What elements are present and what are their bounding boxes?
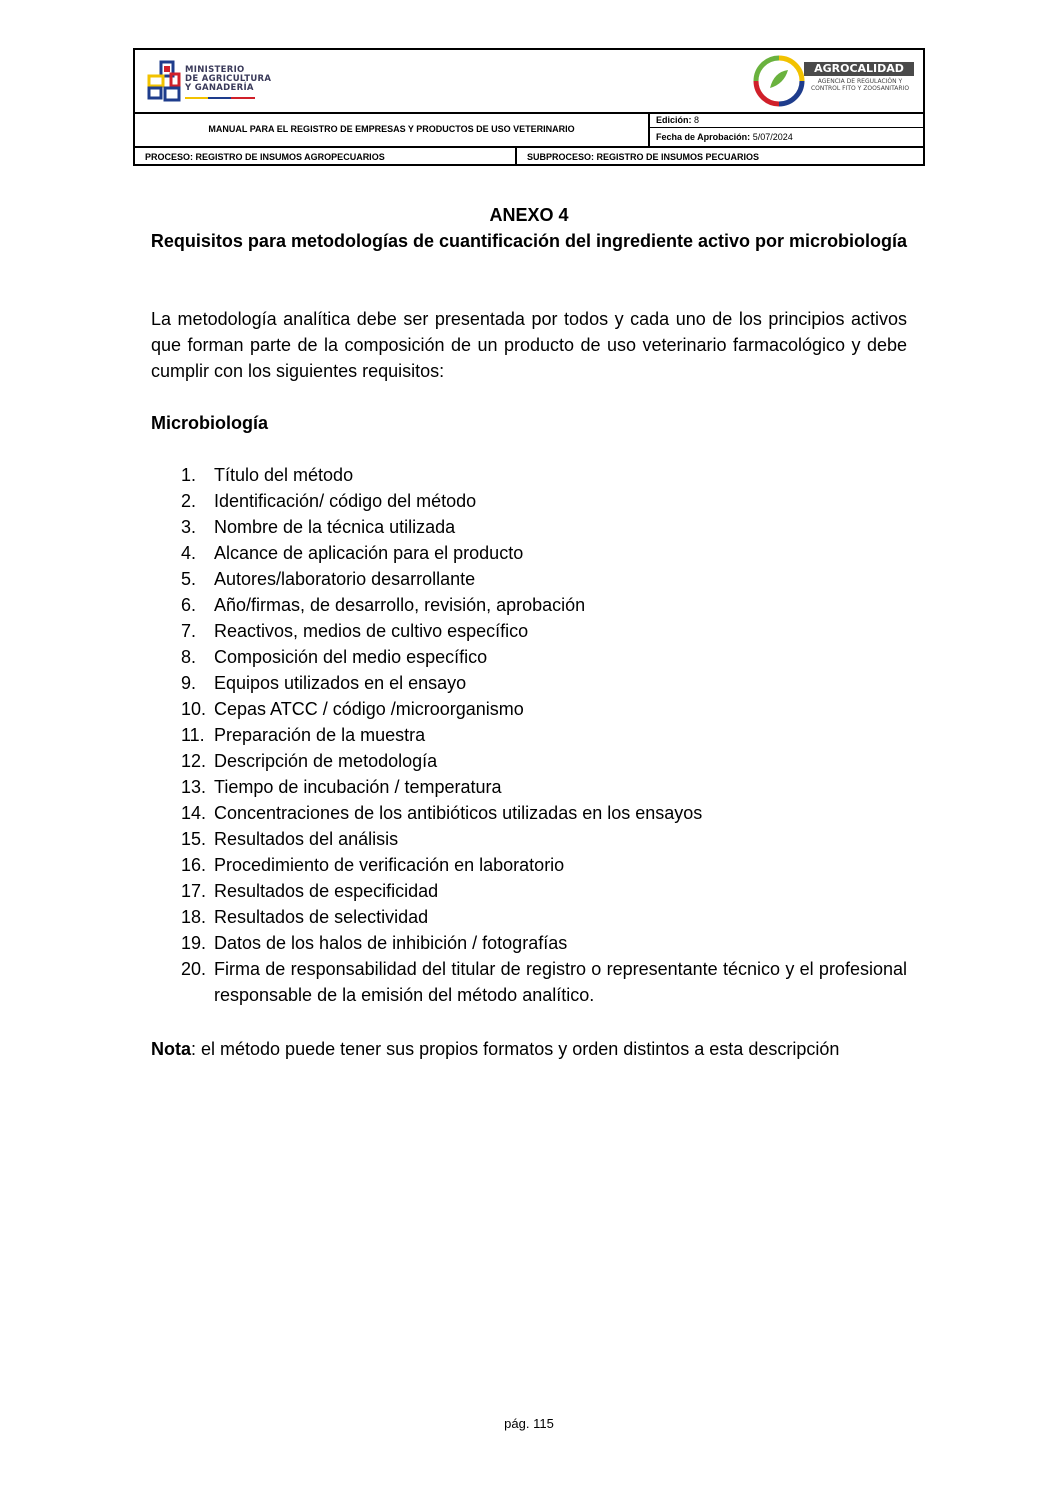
note-text: : el método puede tener sus propios formatos y orden distintos a esta descripción bbox=[191, 1039, 840, 1059]
annex-number: ANEXO 4 bbox=[489, 205, 569, 225]
list-item bbox=[151, 748, 907, 774]
list-item-text: Preparación de la muestra bbox=[214, 725, 426, 745]
list-item bbox=[151, 592, 907, 618]
list-item-number: 8. bbox=[181, 647, 197, 667]
list-item-text: Título del método bbox=[214, 465, 354, 485]
list-item-text: Cepas ATCC / código /microorganismo bbox=[214, 699, 524, 719]
list-item-text: Composición del medio específico bbox=[214, 647, 488, 667]
list-item bbox=[151, 878, 907, 904]
list-item-text: Resultados de especificidad bbox=[214, 881, 439, 901]
process-cell: PROCESO: REGISTRO DE INSUMOS AGROPECUARIOS bbox=[135, 148, 517, 166]
list-item-number: 20. bbox=[181, 959, 207, 979]
list-item-text: Resultados del análisis bbox=[214, 829, 399, 849]
list-item bbox=[151, 566, 907, 592]
list-item-text: Identificación/ código del método bbox=[214, 491, 477, 511]
list-item-number: 18. bbox=[181, 907, 207, 927]
list-item-text: Concentraciones de los antibióticos utilizadas en los ensayos bbox=[214, 803, 703, 823]
list-item bbox=[151, 514, 907, 540]
list-item-number: 2. bbox=[181, 491, 197, 511]
list-item-number: 15. bbox=[181, 829, 207, 849]
list-item bbox=[151, 488, 907, 514]
approval-date-value: 5/07/2024 bbox=[752, 132, 793, 142]
list-item-text: Autores/laboratorio desarrollante bbox=[214, 569, 476, 589]
page-number: pág. 115 bbox=[504, 1416, 554, 1431]
requirements-list bbox=[151, 462, 907, 1008]
logo-row bbox=[135, 50, 923, 114]
section-title: Microbiología bbox=[151, 413, 268, 433]
list-item bbox=[151, 696, 907, 722]
list-item bbox=[151, 644, 907, 670]
list-item bbox=[151, 826, 907, 852]
list-item-text: Reactivos, medios de cultivo específico bbox=[214, 621, 529, 641]
list-item bbox=[151, 670, 907, 696]
list-item-number: 7. bbox=[181, 621, 197, 641]
process-row bbox=[135, 148, 923, 166]
list-item-text: Firma de responsabilidad del titular de registro o representante técnico y el profesional responsable de la emisión del método analítico. bbox=[214, 959, 907, 1005]
document-header bbox=[133, 48, 925, 166]
note-paragraph bbox=[151, 1036, 911, 1062]
list-item-number: 13. bbox=[181, 777, 207, 797]
list-item-text: Datos de los halos de inhibición / fotografías bbox=[214, 933, 568, 953]
agrocalidad-logo bbox=[752, 54, 922, 108]
list-item-number: 1. bbox=[181, 465, 197, 485]
annex-title: Requisitos para metodologías de cuantificación del ingrediente activo por microbiología bbox=[150, 231, 908, 251]
list-item bbox=[151, 956, 907, 1008]
title-row bbox=[135, 112, 923, 148]
list-item-text: Descripción de metodología bbox=[214, 751, 438, 771]
manual-title: MANUAL PARA EL REGISTRO DE EMPRESAS Y PRODUCTOS DE USO VETERINARIO bbox=[135, 112, 650, 146]
list-item bbox=[151, 930, 907, 956]
ministry-logo-stripe bbox=[185, 97, 255, 99]
agrocalidad-emblem-icon bbox=[752, 54, 806, 108]
note-label: Nota bbox=[151, 1039, 191, 1059]
list-item-text: Procedimiento de verificación en laboratorio bbox=[214, 855, 565, 875]
list-item-number: 11. bbox=[181, 725, 205, 745]
subprocess-cell: SUBPROCESO: REGISTRO DE INSUMOS PECUARIOS bbox=[527, 152, 760, 162]
edition-label: Edición: bbox=[656, 115, 692, 125]
list-item bbox=[151, 904, 907, 930]
edition-value: 8 bbox=[694, 115, 700, 125]
list-item-text: Año/firmas, de desarrollo, revisión, aprobación bbox=[214, 595, 586, 615]
ministry-logo bbox=[147, 60, 277, 104]
list-item-number: 9. bbox=[181, 673, 197, 693]
agrocalidad-subtitle: AGENCIA DE REGULACIÓN Y CONTROL FITO Y ZOOSANITARIO bbox=[810, 78, 910, 92]
ministry-logo-text: MINISTERIO DE AGRICULTURA Y GANADERÍA bbox=[185, 65, 272, 93]
list-item-text: Resultados de selectividad bbox=[214, 907, 429, 927]
list-item-number: 17. bbox=[181, 881, 207, 901]
annex-heading bbox=[150, 202, 908, 254]
list-item bbox=[151, 540, 907, 566]
list-item-number: 6. bbox=[181, 595, 197, 615]
list-item-number: 3. bbox=[181, 517, 197, 537]
ministry-emblem-icon bbox=[147, 60, 187, 104]
list-item bbox=[151, 774, 907, 800]
approval-date-cell bbox=[650, 129, 925, 146]
list-item-text: Tiempo de incubación / temperatura bbox=[214, 777, 502, 797]
list-item-number: 5. bbox=[181, 569, 197, 589]
list-item-text: Nombre de la técnica utilizada bbox=[214, 517, 456, 537]
list-item-number: 19. bbox=[181, 933, 207, 953]
list-item bbox=[151, 462, 907, 488]
list-item-text: Equipos utilizados en el ensayo bbox=[214, 673, 467, 693]
list-item bbox=[151, 722, 907, 748]
list-item bbox=[151, 618, 907, 644]
list-item-number: 4. bbox=[181, 543, 197, 563]
list-item bbox=[151, 852, 907, 878]
list-item-number: 14. bbox=[181, 803, 207, 823]
list-item-text: Alcance de aplicación para el producto bbox=[214, 543, 524, 563]
list-item bbox=[151, 800, 907, 826]
edition-cell bbox=[650, 112, 925, 128]
intro-paragraph: La metodología analítica debe ser presentada por todos y cada uno de los principios activos que forman parte de la composición de un producto de uso veterinario farmacológico y debe cumplir con los siguientes requisitos: bbox=[151, 309, 907, 381]
approval-date-label: Fecha de Aprobación: bbox=[656, 132, 751, 142]
list-item-number: 16. bbox=[181, 855, 207, 875]
list-item-number: 12. bbox=[181, 751, 207, 771]
list-item-number: 10. bbox=[181, 699, 207, 719]
agrocalidad-name: AGROCALIDAD bbox=[804, 62, 914, 76]
